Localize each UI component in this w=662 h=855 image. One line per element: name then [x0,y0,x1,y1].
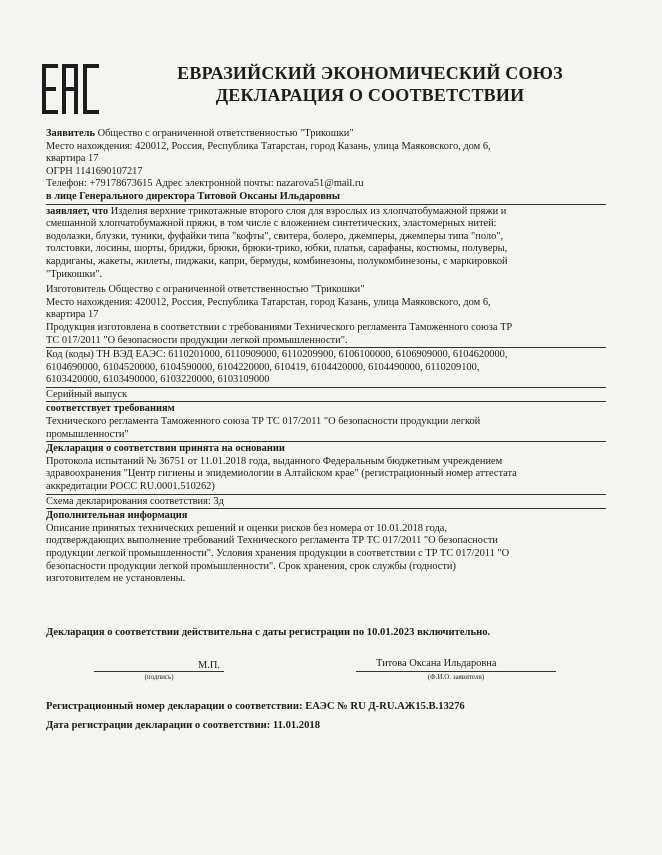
applicant-address-2: квартира 17 [46,153,99,165]
codes-line-3: 6103420000, 6103490000, 6103220000, 6103109000 [46,374,270,386]
validity-statement: Декларация о соответствии действительна с даты регистрации по 10.01.2023 включительно. [46,627,491,638]
statement-line-5: кардиганы, жакеты, жилеты, пиджаки, капри, бермуды, комбинезоны, полукомбинезоны, с маркировкой [46,255,508,267]
title-line-union: ЕВРАЗИЙСКИЙ ЭКОНОМИЧЕСКИЙ СОЮЗ [177,63,563,83]
codes-line-2: 6104690000, 6104520000, 6104590000, 6104220000, 610419, 6104420000, 6104490000, 6110209100, [46,361,480,373]
signer-line [356,671,556,672]
applicant-address: Место нахождения: 420012, Россия, Республика Татарстан, город Казань, улица Маяковского, дом 6, [46,140,491,152]
signature-caption: (подпись) [144,673,174,681]
manufacturer-name: Изготовитель Общество с ограниченной ответственностью "Трикошки" [46,284,365,296]
produced-line-1: Продукция изготовлена в соответствии с требованиями Технического регламента Таможенного союза ТР [46,321,513,333]
serial-release: Серийный выпуск [46,387,606,402]
signature-block [46,658,606,688]
basis-line-3: аккредитации РОСС RU.0001.510262) [46,481,215,493]
requirements-line-1: Технического регламента Таможенного союза ТР ТС 017/2011 "О безопасности продукции легкой [46,416,481,428]
applicant-name: Общество с ограниченной ответственностью "Трикошки" [97,128,354,139]
document-title [150,62,590,106]
statement-text-1: Изделия верхние трикотажные второго слоя для взрослых из хлопчатобумажной пряжи и [110,205,507,217]
basis-line-1: Протокола испытаний № 36751 от 11.01.2018 года, выданного Федеральным бюджетным учреждением [46,455,503,467]
statement-line-6: "Трикошки". [46,268,103,280]
title-line-declaration: ДЕКЛАРАЦИЯ О СООТВЕТСТВИИ [215,85,525,105]
produced-line-2: ТС 017/2011 "О безопасности продукции легкой промышленности". [46,334,348,346]
applicant-director: в лице Генерального директора Титовой Оксаны Ильдаровны [46,190,341,202]
additional-line-2: подтверждающих выполнение требований Технического регламента ТР ТС 017/2011 "О безопасности [46,535,498,547]
statement-line-4: толстовки, лосины, шорты, бриджи, брюки, брюки-трико, юбки, платья, сарафаны, костюмы, полуверы, [46,243,508,255]
additional-line-3: продукции легкой промышленности". Условия хранения продукции в соответствии с ТР ТС 017/2011 "О [46,548,510,559]
additional-line-4: безопасности продукции легкой промышленности". Срок хранения, срок службы (годности) [46,560,456,572]
registration-date: Дата регистрации декларации о соответствии: 11.01.2018 [46,720,320,731]
manufacturer-address-2: квартира 17 [46,309,99,321]
applicant-line [46,128,606,141]
signature-line [94,671,224,672]
requirements-label: соответствует требованиям [46,401,606,416]
codes-line-1: Код (коды) ТН ВЭД ЕАЭС: 6110201000, 6110909000, 6110209900, 6106100000, 6106909000, 6104620000, [46,347,606,362]
registration-number: Регистрационный номер декларации о соответствии: ЕАЭС № RU Д-RU.АЖ15.В.13276 [46,701,465,712]
statement-label: заявляет, что [46,205,109,217]
statement-line-2: смешанной хлопчатобумажной пряжи, в том числе с вложением синтетических, эластомерных нитей: [46,218,497,230]
applicant-ogrn: ОГРН 1141690107217 [46,165,143,177]
statement-line-3: водолазки, блузки, туники, фуфайки типа "кофты", свитера, болеро, джемперы, джемперы типа "поло", [46,230,504,242]
manufacturer-address: Место нахождения: 420012, Россия, Республика Татарстан, город Казань, улица Маяковского, дом 6, [46,296,491,308]
requirements-line-2: промышленности" [46,428,129,440]
additional-line-5: изготовителем не установлены. [46,573,186,585]
basis-scheme: Схема декларирования соответствия: 3д [46,494,606,509]
applicant-phone: Телефон: +79178673615 Адрес электронной почты: nazarova51@mail.ru [46,178,364,190]
stamp-place: М.П. [198,660,220,671]
basis-label: Декларация о соответствии принята на основании [46,441,606,456]
signer-name: Титова Оксана Ильдаровна [376,658,497,669]
applicant-label: Заявитель [46,128,95,139]
declaration-body [46,128,606,586]
eac-logo [40,60,102,118]
statement-line-1 [46,204,606,219]
signer-caption: (Ф.И.О. заявителя) [427,673,485,681]
additional-line-1: Описание принятых технических решений и оценки рисков без номера от 10.01.2018 года, [46,522,447,534]
additional-label: Дополнительная информация [46,508,606,523]
basis-line-2: здравоохранения "Центр гигиены и эпидемиологии в Алтайском крае" (регистрационный номер аттестата [46,468,517,480]
